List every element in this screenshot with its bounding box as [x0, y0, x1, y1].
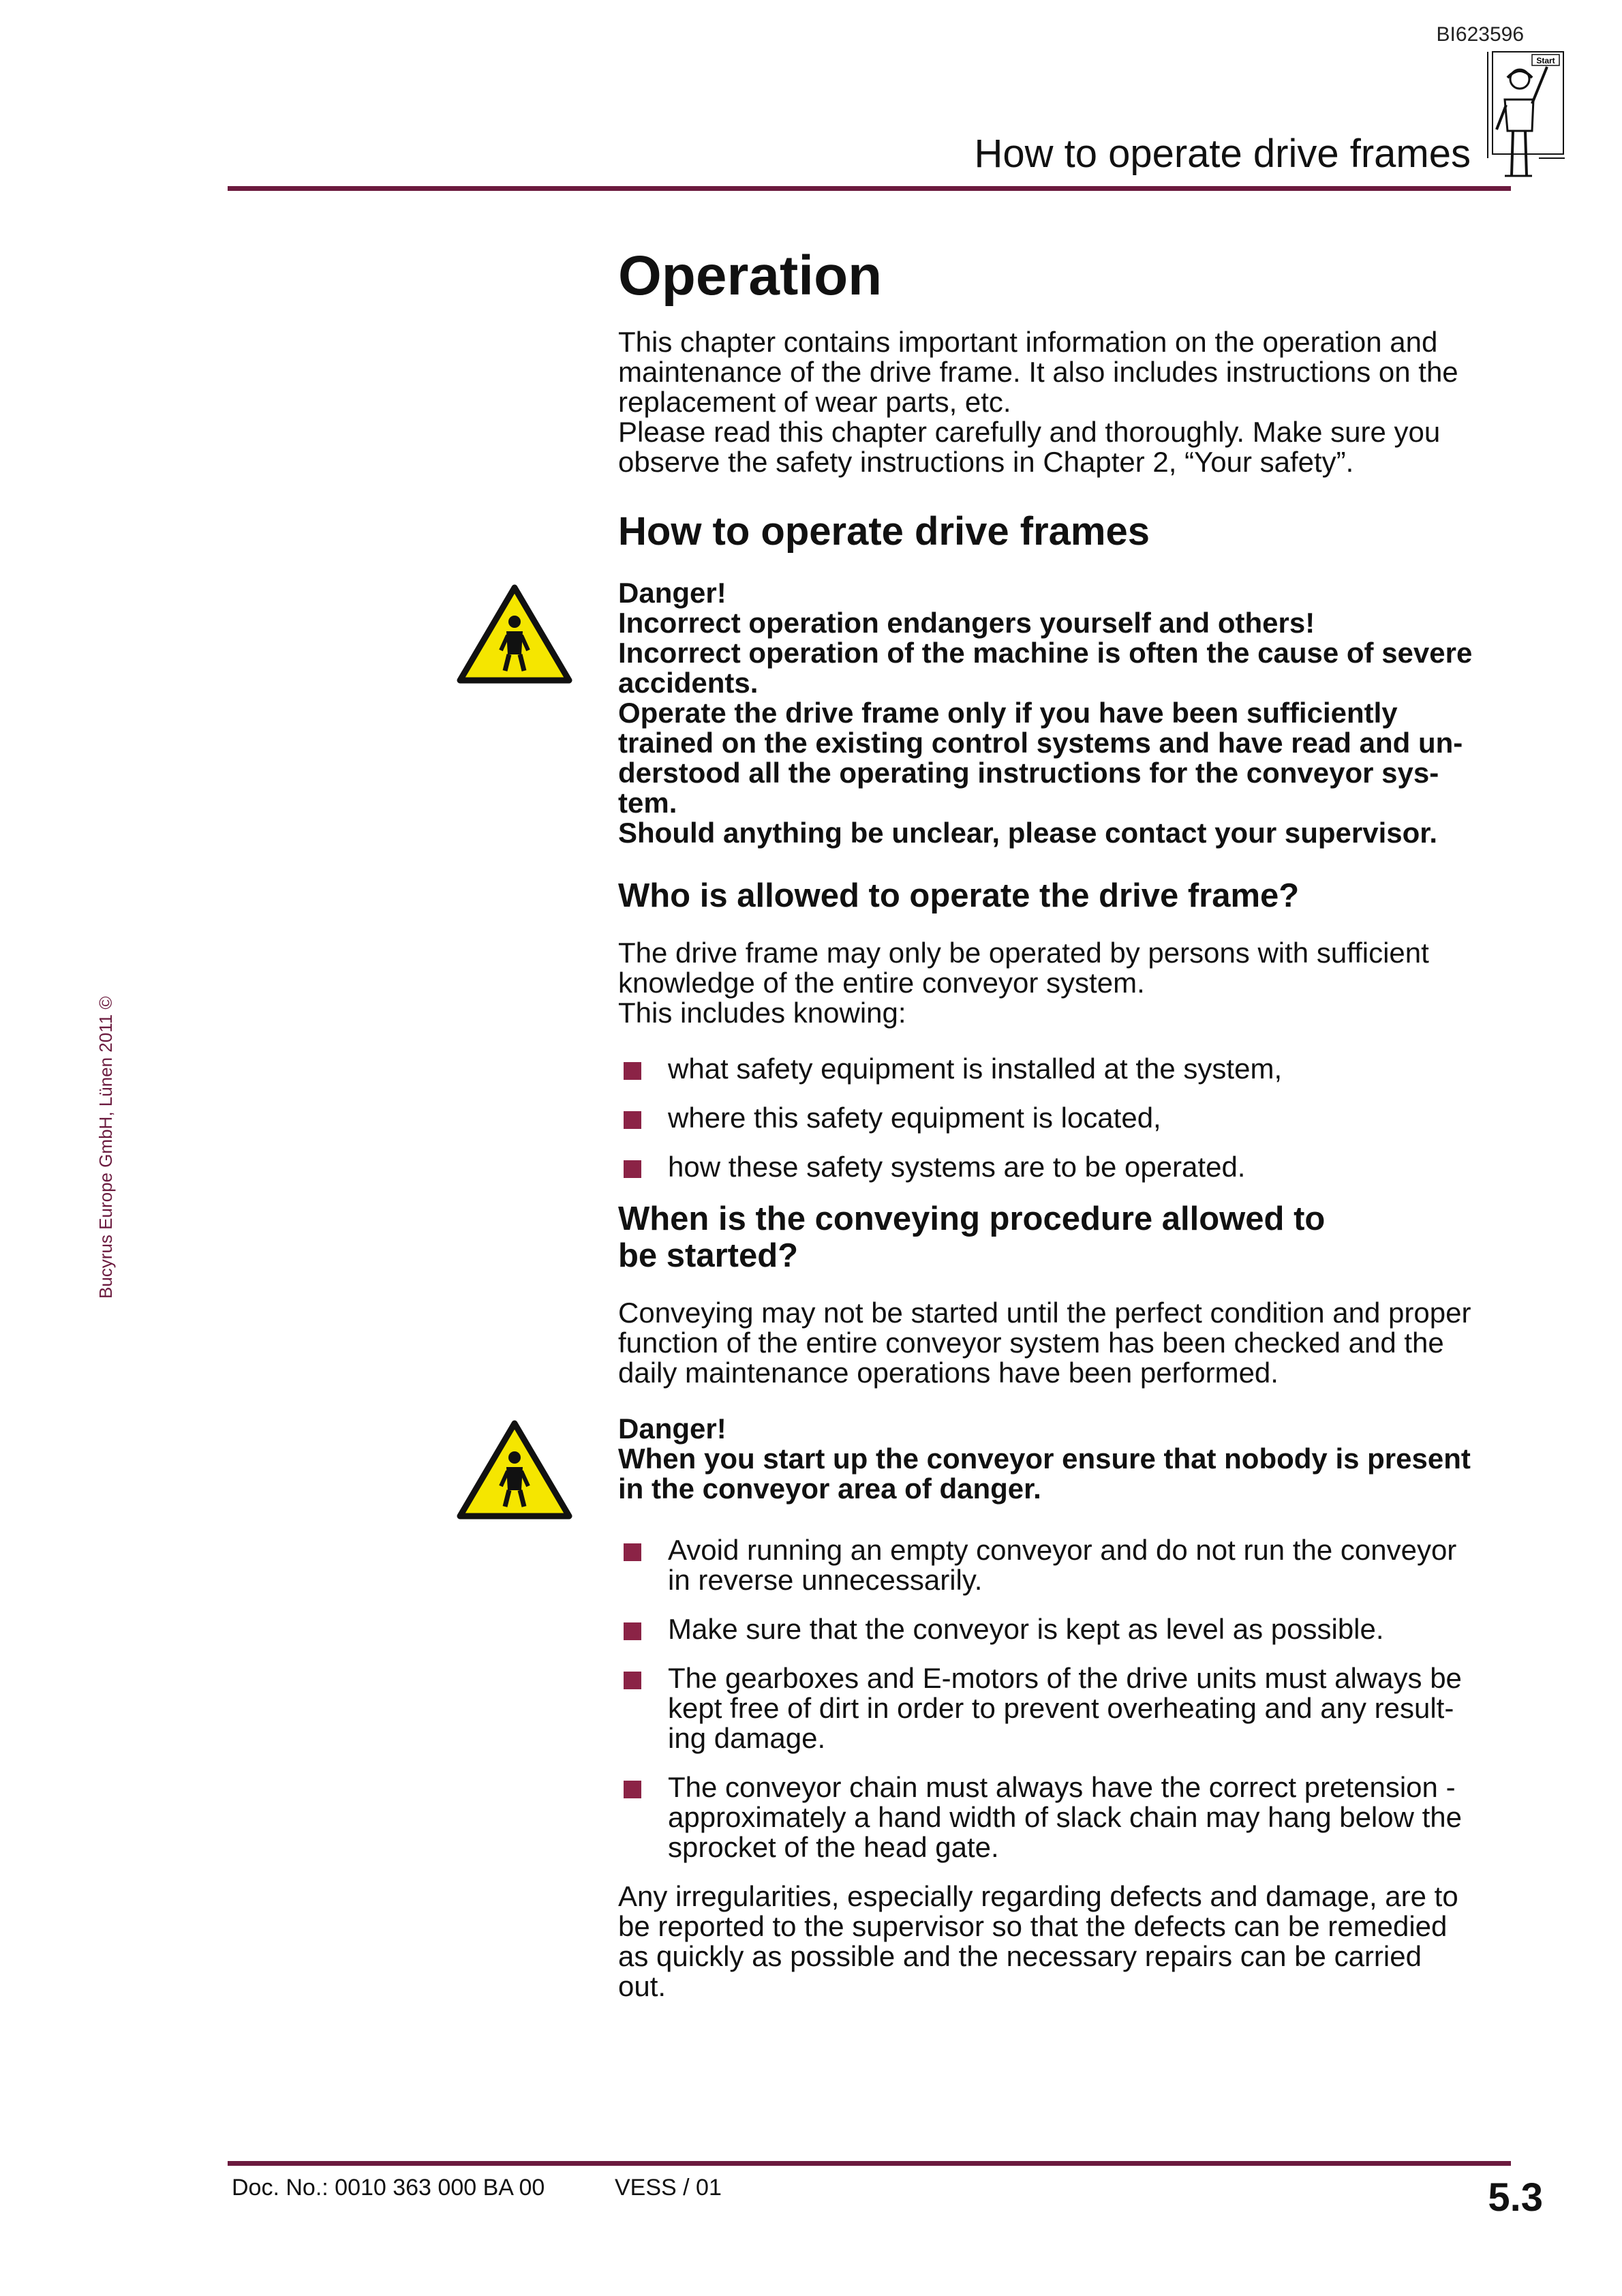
danger-text-1: Danger! Incorrect operation endangers yourself and others! Incorrect operation of the machine is often the cause of severe accidents. Operate the drive frame only if you have been sufficiently trained on the existing control systems and have read and un- derstood all the operating instructions for the conveyor sys- tem. Should anything be unclear, please contact your supervisor. — [618, 576, 1473, 849]
header-rule — [228, 186, 1511, 191]
list-item — [618, 1152, 1511, 1182]
copyright-notice: Bucyrus Europe GmbH, Lünen 2011 © — [95, 996, 116, 1299]
list-item-text: Make sure that the conveyor is kept as level as possible. — [668, 1612, 1384, 1645]
list-item-text: where this safety equipment is located, — [668, 1101, 1161, 1134]
bullet-square-icon — [624, 1062, 641, 1080]
list-item — [618, 1103, 1511, 1133]
list-item — [618, 1054, 1511, 1084]
list-item — [618, 1663, 1511, 1753]
page-number: 5.3 — [1488, 2175, 1543, 2220]
operating-rules-list — [618, 1535, 1511, 1862]
list-item-text: what safety equipment is installed at the system, — [668, 1052, 1283, 1085]
operator-start-switch-icon — [1484, 49, 1566, 183]
bullet-square-icon — [624, 1781, 641, 1798]
bullet-square-icon — [624, 1111, 641, 1129]
warning-person-icon — [455, 582, 575, 687]
who-text: The drive frame may only be operated by persons with sufficient knowledge of the entire conveyor system. This includes knowing: — [618, 936, 1429, 1029]
list-item-text: Avoid running an empty conveyor and do not run the conveyor in reverse unnecessarily. — [668, 1533, 1457, 1596]
bullet-square-icon — [624, 1160, 641, 1178]
start-button-label: Start — [1536, 56, 1555, 65]
running-header-title: How to operate drive frames — [974, 132, 1471, 176]
list-item — [618, 1614, 1511, 1644]
footer-version: VESS / 01 — [615, 2175, 722, 2201]
footer-rule — [228, 2161, 1511, 2166]
danger-text-2: Danger! When you start up the conveyor ensure that nobody is present in the conveyor area of danger. — [618, 1412, 1471, 1505]
when-heading: When is the conveying procedure allowed to be started? — [618, 1200, 1326, 1274]
who-bullet-list — [618, 1054, 1511, 1182]
bullet-square-icon — [624, 1543, 641, 1561]
danger-notice-2 — [618, 1414, 1511, 1504]
section-title: How to operate drive frames — [618, 509, 1150, 554]
document-id: BI623596 — [1436, 23, 1524, 46]
list-item-text: The conveyor chain must always have the correct pretension - approximately a hand width of slack chain may hang below the sprocket of the head gate. — [668, 1770, 1463, 1863]
list-item-text: The gearboxes and E-motors of the drive units must always be kept free of dirt in order to prevent overheating and any result- ing damage. — [668, 1661, 1462, 1754]
when-text: Conveying may not be started until the perfect condition and proper function of the entire conveyor system has been checked and the daily maintenance operations have been performed. — [618, 1296, 1471, 1389]
who-heading: Who is allowed to operate the drive frame? — [618, 877, 1300, 914]
chapter-intro: This chapter contains important information on the operation and maintenance of the drive frame. It also includes instructions on the replacement of wear parts, etc. Please read this chapter carefully and thoroughly. Make sure you observe the safety instructions in Chapter 2, “Your safety”. — [618, 326, 1458, 479]
list-item — [618, 1535, 1511, 1595]
warning-person-icon — [455, 1418, 575, 1523]
bullet-square-icon — [624, 1622, 641, 1640]
closing-paragraph: Any irregularities, especially regarding defects and damage, are to be reported to the supervisor so that the defects can be remedied as quickly as possible and the necessary repairs can be carried out. — [618, 1879, 1458, 2002]
main-content — [618, 245, 1511, 2002]
footer-document-number: Doc. No.: 0010 363 000 BA 00 — [232, 2175, 545, 2201]
bullet-square-icon — [624, 1672, 641, 1689]
chapter-title: Operation — [618, 245, 883, 307]
list-item-text: how these safety systems are to be operated. — [668, 1150, 1246, 1183]
danger-notice-1 — [618, 578, 1511, 848]
list-item — [618, 1772, 1511, 1862]
